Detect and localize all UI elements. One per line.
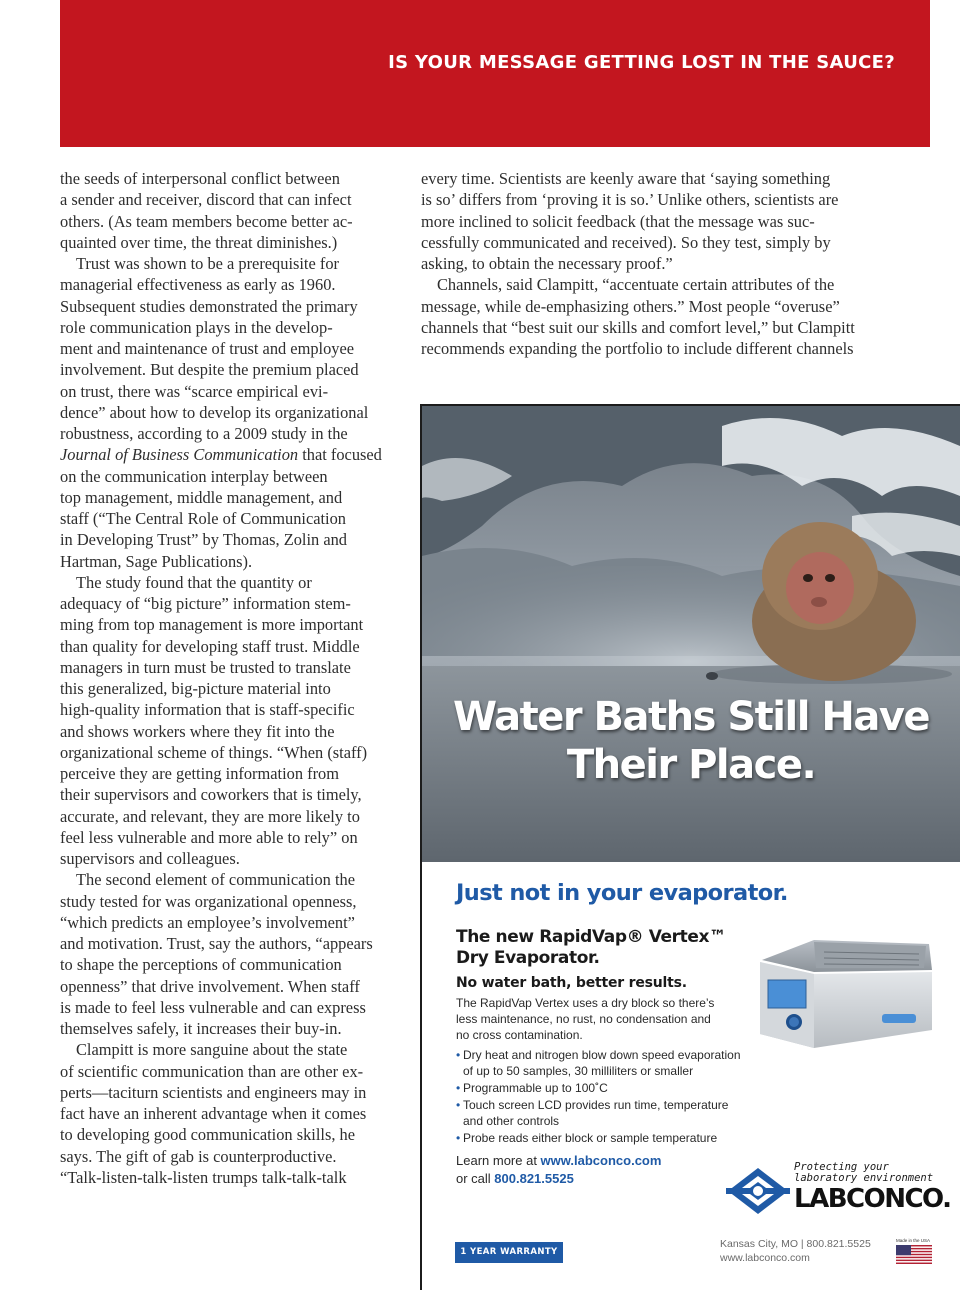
text-line: on trust, there was “scarce empirical evi- bbox=[60, 381, 329, 401]
contact-line: Kansas City, MO | 800.821.5525 bbox=[720, 1238, 871, 1250]
website-link[interactable]: www.labconco.com bbox=[540, 1153, 662, 1168]
text-line: supervisors and colleagues. bbox=[60, 849, 240, 868]
made-in-usa-label: Made in the USA bbox=[896, 1238, 931, 1243]
paragraph bbox=[60, 168, 390, 253]
text-line: Hartman, Sage Publications). bbox=[60, 551, 253, 571]
ad-headline: Water Baths Still Have bbox=[452, 694, 930, 740]
logo-tagline-line: laboratory environment bbox=[794, 1172, 934, 1184]
bullet-icon: • bbox=[456, 1131, 461, 1145]
learn-more-block bbox=[456, 1152, 661, 1188]
ad-photo-snow-monkey bbox=[422, 406, 960, 862]
feature-text: Dry heat and nitrogen blow down speed evaporation bbox=[463, 1048, 741, 1062]
description-line: no cross contamination. bbox=[456, 1028, 583, 1042]
text-line: staff (“The Central Role of Communication bbox=[60, 509, 347, 528]
journal-title: Journal of Business Communication bbox=[60, 445, 299, 465]
paragraph bbox=[421, 168, 881, 274]
paragraph bbox=[60, 253, 390, 572]
text-line: “which predicts an employee’s involvement” bbox=[60, 912, 355, 932]
article-right-column bbox=[421, 168, 881, 359]
feature-text: Programmable up to 100˚C bbox=[463, 1081, 608, 1095]
section-title: IS YOUR MESSAGE GETTING LOST IN THE SAUCE? bbox=[388, 52, 895, 73]
warranty-badge: 1 YEAR WARRANTY bbox=[455, 1242, 563, 1263]
logo-tagline bbox=[794, 1162, 934, 1184]
feature-text: Touch screen LCD provides run time, temperature bbox=[463, 1098, 729, 1112]
product-name-line: The new RapidVap® Vertex™ bbox=[456, 927, 726, 947]
ad-tagline: Just not in your evaporator. bbox=[456, 880, 788, 906]
text-line: dence” about how to develop its organizational bbox=[60, 402, 369, 422]
text-line: managers in turn must be trusted to translate bbox=[60, 657, 351, 677]
text-line: Clampitt is more sanguine about the state bbox=[76, 1040, 348, 1060]
text-line: robustness, according to a 2009 study in the bbox=[60, 424, 348, 443]
paragraph bbox=[421, 274, 881, 359]
text-line: cessfully communicated and received). So they test, simply by bbox=[421, 232, 831, 252]
text-line: channels that “best suit our skills and comfort level,” but Clampitt bbox=[421, 317, 855, 337]
text-line: organizational scheme of things. “When (staff) bbox=[60, 742, 368, 762]
paragraph bbox=[60, 572, 390, 870]
text-line: accurate, and relevant, they are more likely to bbox=[60, 806, 360, 826]
text-line: recommends expanding the portfolio to include different channels bbox=[421, 339, 854, 358]
contact-info bbox=[720, 1237, 871, 1265]
text-line: and motivation. Trust, say the authors, “appears bbox=[60, 934, 373, 953]
contact-line: www.labconco.com bbox=[720, 1252, 810, 1264]
text-line: is so’ differs from ‘proving it is so.’ Unlike others, scientists are bbox=[421, 190, 839, 210]
text-line: top management, middle management, and bbox=[60, 487, 343, 507]
text-line: to developing good communication skills, he bbox=[60, 1125, 355, 1145]
text-line: message, while de-emphasizing others.” Most people “overuse” bbox=[421, 296, 840, 316]
description-line: less maintenance, no rust, no condensation and bbox=[456, 1012, 711, 1026]
call-label: or call bbox=[456, 1171, 495, 1186]
text-line: openness” that drive involvement. When staff bbox=[60, 976, 360, 996]
text-line: the seeds of interpersonal conflict between bbox=[60, 169, 340, 188]
text-line: “Talk-listen-talk-listen trumps talk-talk-talk bbox=[60, 1167, 347, 1187]
text-line: The second element of communication the bbox=[76, 870, 356, 890]
labconco-logo bbox=[726, 1160, 951, 1220]
logo-wordmark: LABCONCO. bbox=[794, 1184, 951, 1214]
text-line: quainted over time, the threat diminishes.) bbox=[60, 232, 338, 252]
text-line: every time. Scientists are keenly aware that ‘saying something bbox=[421, 169, 831, 188]
feature-text: Probe reads either block or sample temperature bbox=[463, 1131, 718, 1145]
learn-more-line bbox=[456, 1152, 661, 1170]
text-line: says. The gift of gab is counterproductive. bbox=[60, 1146, 337, 1166]
text-line: perceive they are getting information from bbox=[60, 764, 339, 783]
text-line: ming from top management is more important bbox=[60, 615, 364, 635]
text-fragment: that focused bbox=[298, 445, 382, 465]
text-line: to shape the perceptions of communication bbox=[60, 955, 342, 975]
text-line: and shows workers where they fit into the bbox=[60, 721, 335, 741]
text-line: involvement. But despite the premium placed bbox=[60, 360, 359, 380]
text-line: is made to feel less vulnerable and can express bbox=[60, 997, 366, 1017]
text-line: asking, to obtain the necessary proof.” bbox=[421, 254, 673, 273]
paragraph bbox=[60, 1039, 390, 1188]
text-line: high-quality information that is staff-specific bbox=[60, 700, 355, 720]
learn-more-label: Learn more at bbox=[456, 1153, 541, 1168]
us-flag-icon bbox=[896, 1245, 932, 1264]
text-line: than quality for developing staff trust. Middle bbox=[60, 636, 360, 656]
text-line: The study found that the quantity or bbox=[76, 572, 312, 592]
evaporator-product-image bbox=[754, 930, 934, 1056]
text-line: of scientific communication than are other ex- bbox=[60, 1061, 364, 1081]
text-line: others. (As team members become better ac- bbox=[60, 211, 353, 231]
phone-link[interactable]: 800.821.5525 bbox=[494, 1171, 574, 1186]
description-line: The RapidVap Vertex uses a dry block so there’s bbox=[456, 996, 715, 1010]
feature-item bbox=[456, 1047, 766, 1079]
feature-item bbox=[456, 1130, 766, 1146]
monkey-scene-illustration bbox=[422, 406, 960, 862]
text-line: role communication plays in the develop- bbox=[60, 317, 333, 337]
ad-headline: Their Place. bbox=[566, 742, 816, 788]
product-name bbox=[456, 927, 756, 969]
text-line: study tested for was organizational openness, bbox=[60, 891, 357, 911]
text-line: their supervisors and coworkers that is timely, bbox=[60, 785, 362, 805]
product-name-line: Dry Evaporator. bbox=[456, 948, 600, 968]
text-line: adequacy of “big picture” information stem- bbox=[60, 594, 351, 613]
text-line: themselves safely, it increases their buy-in. bbox=[60, 1019, 342, 1038]
text-line: more inclined to solicit feedback (that the message was suc- bbox=[421, 211, 815, 231]
call-line bbox=[456, 1170, 661, 1188]
text-line bbox=[60, 444, 390, 465]
article-left-column bbox=[60, 168, 390, 1188]
feature-text: and other controls bbox=[463, 1114, 560, 1128]
text-line: feel less vulnerable and more able to rely” on bbox=[60, 827, 358, 847]
text-line: Channels, said Clampitt, “accentuate certain attributes of the bbox=[437, 275, 835, 295]
bullet-icon: • bbox=[456, 1048, 461, 1062]
bullet-icon: • bbox=[456, 1081, 461, 1095]
text-line: this generalized, big-picture material into bbox=[60, 679, 331, 698]
text-line: in Developing Trust” by Thomas, Zolin and bbox=[60, 530, 347, 550]
text-line: ment and maintenance of trust and employee bbox=[60, 339, 355, 358]
product-description bbox=[456, 995, 756, 1043]
header-banner bbox=[60, 0, 930, 147]
paragraph bbox=[60, 869, 390, 1039]
text-line: managerial effectiveness as early as 1960. bbox=[60, 275, 336, 295]
text-line: perts—taciturn scientists and engineers may in bbox=[60, 1082, 367, 1102]
text-line: a sender and receiver, discord that can infect bbox=[60, 190, 352, 210]
text-line: fact have an inherent advantage when it comes bbox=[60, 1104, 367, 1123]
bullet-icon: • bbox=[456, 1098, 461, 1112]
ad-subhead: No water bath, better results. bbox=[456, 975, 687, 991]
text-line: Subsequent studies demonstrated the primary bbox=[60, 296, 358, 316]
feature-text: of up to 50 samples, 30 milliliters or smaller bbox=[463, 1064, 694, 1078]
feature-item bbox=[456, 1080, 766, 1096]
text-line: Trust was shown to be a prerequisite for bbox=[76, 254, 339, 273]
text-line: on the communication interplay between bbox=[60, 466, 328, 486]
labconco-diamond-icon bbox=[726, 1166, 790, 1216]
feature-item bbox=[456, 1097, 766, 1129]
logo-tagline-line: Protecting your bbox=[794, 1161, 889, 1173]
feature-list bbox=[456, 1047, 766, 1147]
